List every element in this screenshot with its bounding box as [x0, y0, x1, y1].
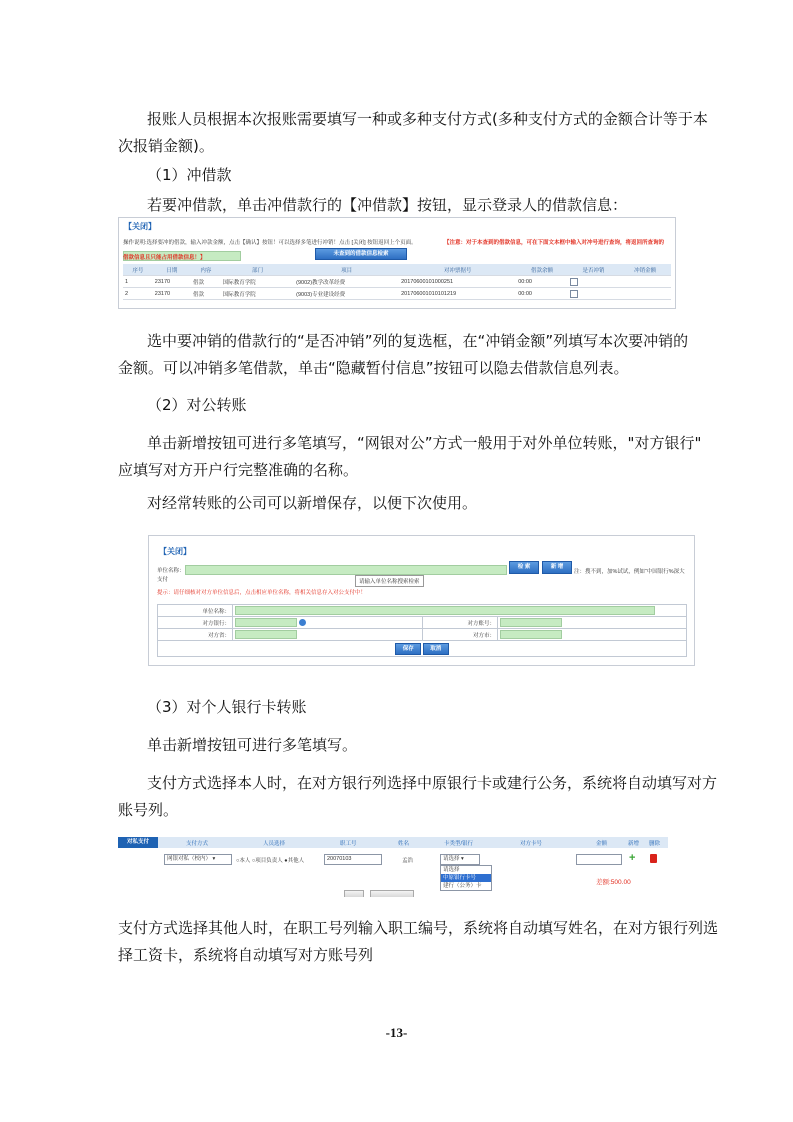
dropdown-option[interactable]: 中原银行卡号	[441, 874, 491, 882]
instruction-text: 操作说明:选择要冲的借款，输入冲款金额，点击【确认】按钮！可以选择多笔进行冲销！点击 [关闭] 按钮返回上个页面。	[123, 240, 417, 246]
bank-select[interactable]: 请选择 ▾	[440, 854, 480, 865]
cell-index: 1	[123, 276, 153, 288]
hint-text: 提示：请仔细核对对方单位信息后，点击相应单位名称，将相关信息存入对公支付中！	[157, 590, 367, 596]
cancel-button[interactable]: 取消	[423, 643, 449, 655]
col-offset-flag: 是否冲销	[568, 264, 620, 276]
radio-self[interactable]: ○本人	[236, 858, 251, 864]
pay-method-value: 网银对私（校内）	[167, 856, 212, 862]
name-value: 孟浩	[402, 858, 414, 864]
radio-self-label: 本人	[239, 858, 251, 864]
cell-voucher: 20170600101000251	[399, 276, 516, 288]
bank-input[interactable]	[235, 618, 297, 627]
offset-text-line-1: 选中要冲销的借款行的“是否冲销”列的复选框，在“冲销金额”列填写本次要冲销的	[147, 332, 689, 350]
col-content: 内容	[191, 264, 221, 276]
save-company-text: 对经常转账的公司可以新增保存，以便下次使用。	[147, 494, 478, 512]
col-staff-no: 职工号	[340, 841, 357, 847]
search-tooltip: 请输入单位名称搜索检索	[355, 575, 424, 587]
unit-search-input[interactable]	[185, 565, 507, 575]
col-person: 人员选择	[263, 841, 286, 847]
col-name: 姓名	[398, 841, 410, 847]
col-voucher: 对冲票据号	[399, 264, 516, 276]
radio-project-label: 项目负责人	[255, 858, 283, 864]
amount-input[interactable]	[576, 854, 622, 865]
offset-text-line-2: 金额。可以冲销多笔借款，单击“隐藏暂付信息”按钮可以隐去借款信息列表。	[118, 359, 629, 377]
cell-department: 国际教育学院	[221, 276, 294, 288]
dropdown-option[interactable]: 建行（公务）卡	[443, 883, 482, 889]
cell-balance: 00:00	[516, 288, 568, 300]
add-button[interactable]: 新 增	[542, 561, 572, 574]
bank-select-value: 请选择	[443, 856, 460, 862]
col-card-no: 对方卡号	[520, 841, 543, 847]
cell-offset-amount[interactable]	[619, 288, 671, 300]
help-icon[interactable]	[299, 619, 306, 626]
cell-department: 国际教育学院	[221, 288, 294, 300]
person-radio-group	[236, 856, 304, 864]
personal-text-2-line-2: 账号列。	[118, 801, 179, 819]
cell-project: (9002)教学改革经费	[294, 276, 399, 288]
intro-line-1: 报账人员根据本次报账需要填写一种或多种支付方式(多种支付方式的金额合计等于本	[147, 110, 708, 128]
other-person-text-line-1: 支付方式选择其他人时，在职工号列输入职工编号，系统将自动填写姓名，在对方银行列选	[118, 919, 719, 937]
account-label: 对方账号：	[423, 617, 498, 629]
cell-project: (9003)专业建设经费	[294, 288, 399, 300]
loan-table	[123, 264, 671, 300]
personal-text-1: 单击新增按钮可进行多笔填写。	[147, 736, 358, 754]
transfer-form	[157, 604, 687, 657]
col-index: 序号	[123, 264, 153, 276]
cell-date: 23170	[153, 276, 191, 288]
province-label: 对方省：	[158, 629, 233, 641]
loan-offset-screenshot	[118, 217, 676, 309]
close-link[interactable]: 【关闭】	[159, 547, 191, 556]
search-button[interactable]: 检 索	[509, 561, 539, 574]
form-unit-input[interactable]	[235, 606, 655, 615]
personal-text-2-line-1: 支付方式选择本人时，在对方银行列选择中原银行卡或建行公务，系统将自动填写对方	[147, 774, 718, 792]
bank-dropdown	[440, 865, 492, 891]
page-number: -13-	[385, 1025, 408, 1040]
section-3-heading: （3）对个人银行卡转账	[147, 698, 307, 716]
staff-no-input[interactable]: 20070103	[324, 854, 382, 865]
transfer-text-line-2: 应填写对方开户行完整准确的名称。	[118, 461, 359, 479]
private-transfer-screenshot	[118, 835, 668, 897]
radio-other-label: 其他人	[287, 858, 305, 864]
bank-label: 对方银行：	[158, 617, 233, 629]
bank-cell	[233, 617, 423, 629]
pay-method-select[interactable]: 网银对私（校内） ▾	[164, 854, 232, 865]
col-offset-amount: 冲销金额	[619, 264, 671, 276]
cell-content: 借款	[191, 276, 221, 288]
tab-private-payment[interactable]: 对私支付	[118, 837, 158, 848]
section-1-text: 若要冲借款，单击冲借款行的【冲借款】按钮，显示登录人的借款信息：	[147, 196, 628, 214]
transfer-text-line-1: 单击新增按钮可进行多笔填写，“网银对公”方式一般用于对外单位转账，"对方银行"	[147, 434, 702, 452]
table-row	[123, 288, 671, 300]
unit-name-label: 单位名称：	[157, 568, 185, 574]
province-cell	[233, 629, 423, 641]
col-bank: 卡类型/银行	[444, 841, 474, 847]
public-transfer-screenshot	[148, 535, 695, 666]
offset-checkbox[interactable]	[570, 290, 578, 298]
loan-search-button[interactable]: 未查到的借款信息检索	[315, 248, 407, 260]
section-1-heading: （1）冲借款	[147, 166, 232, 184]
dropdown-option[interactable]: 请选择	[443, 867, 460, 873]
search-note: 注：搜不到，加%试试，例如“中国银行%深大	[574, 569, 685, 575]
city-cell	[498, 629, 687, 641]
add-row-icon[interactable]: +	[629, 852, 636, 864]
form-actions	[158, 641, 687, 657]
warning-text: 【注意：对于本查到的借款信息，可在下面文本框中输入对冲号进行查询，将返回所查询的	[444, 240, 665, 246]
account-cell	[498, 617, 687, 629]
table-row	[123, 276, 671, 288]
intro-line-2: 次报销金额)。	[118, 137, 214, 155]
save-button[interactable]: 保存	[395, 643, 421, 655]
cell-offset-amount[interactable]	[619, 276, 671, 288]
unit-label-2: 支付	[157, 577, 169, 583]
city-input[interactable]	[500, 630, 562, 639]
city-label: 对方市：	[423, 629, 498, 641]
account-input[interactable]	[500, 618, 562, 627]
cell-balance: 00:00	[516, 276, 568, 288]
province-input[interactable]	[235, 630, 297, 639]
radio-project[interactable]: ○项目负责人	[251, 858, 283, 864]
cell-offset-flag	[568, 276, 620, 288]
difference-amount: 差额:500.00	[596, 879, 631, 886]
warning-text-2: 借款信息且只能占用借款信息！】	[123, 255, 206, 261]
section-2-heading: （2）对公转账	[147, 396, 247, 414]
col-department: 部门	[221, 264, 294, 276]
cell-content: 借款	[191, 288, 221, 300]
col-project: 项目	[294, 264, 399, 276]
form-unit-cell	[233, 605, 687, 617]
loan-table-header	[123, 264, 671, 276]
col-delete: 删除	[649, 841, 661, 847]
col-add: 新增	[628, 841, 640, 847]
other-person-text-line-2: 择工资卡，系统将自动填写对方账号列	[118, 946, 374, 964]
cell-date: 23170	[153, 288, 191, 300]
close-link[interactable]: 【关闭】	[124, 222, 156, 231]
col-date: 日期	[153, 264, 191, 276]
col-pay-method: 支付方式	[186, 841, 209, 847]
col-amount: 金额	[596, 841, 608, 847]
partial-button[interactable]	[370, 890, 414, 897]
offset-checkbox[interactable]	[570, 278, 578, 286]
cell-offset-flag	[568, 288, 620, 300]
cell-voucher: 201706001010101219	[399, 288, 516, 300]
cell-index: 2	[123, 288, 153, 300]
partial-button[interactable]	[344, 890, 364, 897]
radio-other[interactable]: ●其他人	[284, 858, 305, 864]
delete-row-icon[interactable]	[650, 854, 657, 863]
form-unit-label: 单位名称：	[158, 605, 233, 617]
col-balance: 借款余额	[516, 264, 568, 276]
